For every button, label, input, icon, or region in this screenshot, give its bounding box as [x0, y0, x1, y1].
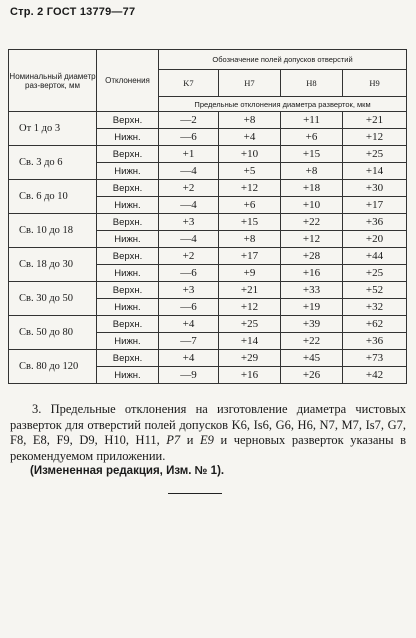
lower-value-h8: +26 — [281, 367, 343, 384]
upper-deviation-label: Верхн. — [97, 282, 159, 299]
table-body — [9, 112, 407, 384]
lower-value-h9: +42 — [343, 367, 407, 384]
table-row — [9, 350, 407, 367]
lower-value-h7: +9 — [219, 265, 281, 282]
upper-value-h8: +15 — [281, 146, 343, 163]
table-row — [9, 180, 407, 197]
size-column-header: Номинальный диаметр раз-верток, мм — [9, 50, 97, 112]
standard-code: ГОСТ 13779—77 — [46, 6, 136, 18]
upper-deviation-label: Верхн. — [97, 248, 159, 265]
lower-value-h7: +8 — [219, 231, 281, 248]
size-range-cell: Св. 10 до 18 — [9, 214, 97, 248]
table-row — [9, 146, 407, 163]
tolerance-table — [8, 49, 407, 384]
upper-value-k7: +3 — [159, 214, 219, 231]
lower-value-h7: +16 — [219, 367, 281, 384]
lower-value-h8: +8 — [281, 163, 343, 180]
upper-value-h7: +10 — [219, 146, 281, 163]
note-paragraph — [10, 402, 406, 464]
upper-deviation-label: Верхн. — [97, 350, 159, 367]
table-row — [9, 214, 407, 231]
lower-deviation-label: Нижн. — [97, 197, 159, 214]
size-range-cell: Св. 3 до 6 — [9, 146, 97, 180]
upper-deviation-label: Верхн. — [97, 316, 159, 333]
field-group-header: Обозначение полей допусков отверстий — [159, 50, 407, 70]
upper-value-h8: +39 — [281, 316, 343, 333]
upper-deviation-label: Верхн. — [97, 112, 159, 129]
upper-value-h9: +52 — [343, 282, 407, 299]
upper-value-h8: +33 — [281, 282, 343, 299]
lower-value-h8: +16 — [281, 265, 343, 282]
upper-deviation-label: Верхн. — [97, 146, 159, 163]
note-p7: P7 — [166, 433, 181, 447]
lower-value-k7: —9 — [159, 367, 219, 384]
lower-value-h8: +6 — [281, 129, 343, 146]
size-range-cell: От 1 до 3 — [9, 112, 97, 146]
size-range-cell: Св. 50 до 80 — [9, 316, 97, 350]
lower-value-k7: —6 — [159, 299, 219, 316]
table-row — [9, 112, 407, 129]
upper-value-h9: +36 — [343, 214, 407, 231]
upper-value-h7: +12 — [219, 180, 281, 197]
page-header — [10, 6, 135, 18]
upper-value-k7: +4 — [159, 316, 219, 333]
field-header-h9: H9 — [343, 70, 407, 97]
upper-deviation-label: Верхн. — [97, 180, 159, 197]
upper-value-h7: +17 — [219, 248, 281, 265]
note-text-2: и черновых разверток указаны в рекомендуемом приложении. — [10, 433, 406, 463]
lower-deviation-label: Нижн. — [97, 265, 159, 282]
upper-value-k7: +4 — [159, 350, 219, 367]
lower-value-k7: —6 — [159, 265, 219, 282]
lower-value-h9: +14 — [343, 163, 407, 180]
lower-value-h8: +12 — [281, 231, 343, 248]
note-text-1: 3. Предельные отклонения на изготовление диаметра чистовых разверток для отверстий полей допусков K6, Is6, G6, H6, N7, M7, Is7, G7, F8, E8, F9, D9, H10, H11, — [10, 402, 406, 447]
field-header-h7: H7 — [219, 70, 281, 97]
upper-value-h7: +25 — [219, 316, 281, 333]
size-range-cell: Св. 80 до 120 — [9, 350, 97, 384]
lower-value-k7: —4 — [159, 163, 219, 180]
upper-value-h9: +30 — [343, 180, 407, 197]
lower-value-h8: +10 — [281, 197, 343, 214]
upper-value-h7: +29 — [219, 350, 281, 367]
divider — [168, 493, 222, 494]
lower-deviation-label: Нижн. — [97, 367, 159, 384]
note-and: и — [180, 433, 201, 447]
lower-deviation-label: Нижн. — [97, 333, 159, 350]
lower-value-h9: +32 — [343, 299, 407, 316]
lower-value-k7: —7 — [159, 333, 219, 350]
upper-value-h9: +73 — [343, 350, 407, 367]
lower-deviation-label: Нижн. — [97, 299, 159, 316]
upper-value-h7: +15 — [219, 214, 281, 231]
upper-value-k7: +1 — [159, 146, 219, 163]
lower-deviation-label: Нижн. — [97, 129, 159, 146]
upper-value-k7: +3 — [159, 282, 219, 299]
upper-value-h9: +25 — [343, 146, 407, 163]
field-header-h8: H8 — [281, 70, 343, 97]
table-row — [9, 248, 407, 265]
lower-value-k7: —6 — [159, 129, 219, 146]
upper-value-h7: +8 — [219, 112, 281, 129]
lower-value-h8: +19 — [281, 299, 343, 316]
upper-value-h8: +11 — [281, 112, 343, 129]
upper-value-h8: +45 — [281, 350, 343, 367]
change-note: (Измененная редакция, Изм. № 1). — [30, 465, 225, 477]
upper-value-k7: +2 — [159, 248, 219, 265]
upper-value-k7: +2 — [159, 180, 219, 197]
upper-value-h8: +28 — [281, 248, 343, 265]
table-row — [9, 282, 407, 299]
upper-value-k7: —2 — [159, 112, 219, 129]
lower-deviation-label: Нижн. — [97, 231, 159, 248]
upper-value-h7: +21 — [219, 282, 281, 299]
upper-deviation-label: Верхн. — [97, 214, 159, 231]
size-range-cell: Св. 18 до 30 — [9, 248, 97, 282]
table-row — [9, 316, 407, 333]
upper-value-h8: +22 — [281, 214, 343, 231]
lower-value-h7: +12 — [219, 299, 281, 316]
lower-value-k7: —4 — [159, 197, 219, 214]
lower-value-h9: +17 — [343, 197, 407, 214]
lower-value-h7: +5 — [219, 163, 281, 180]
size-range-cell: Св. 30 до 50 — [9, 282, 97, 316]
deviation-column-header: Отклонения — [97, 50, 159, 112]
lower-deviation-label: Нижн. — [97, 163, 159, 180]
lower-value-h8: +22 — [281, 333, 343, 350]
upper-value-h9: +21 — [343, 112, 407, 129]
upper-value-h9: +62 — [343, 316, 407, 333]
lower-value-h7: +6 — [219, 197, 281, 214]
lower-value-h7: +14 — [219, 333, 281, 350]
size-range-cell: Св. 6 до 10 — [9, 180, 97, 214]
page-number: Стр. 2 — [10, 6, 44, 18]
lower-value-h9: +12 — [343, 129, 407, 146]
lower-value-k7: —4 — [159, 231, 219, 248]
field-header-k7: K7 — [159, 70, 219, 97]
lower-value-h9: +25 — [343, 265, 407, 282]
upper-value-h9: +44 — [343, 248, 407, 265]
lower-value-h7: +4 — [219, 129, 281, 146]
lower-value-h9: +36 — [343, 333, 407, 350]
note-e9: E9 — [200, 433, 214, 447]
upper-value-h8: +18 — [281, 180, 343, 197]
lower-value-h9: +20 — [343, 231, 407, 248]
deviation-sub-header: Предельные отклонения диаметра разверток, мкм — [159, 97, 407, 112]
